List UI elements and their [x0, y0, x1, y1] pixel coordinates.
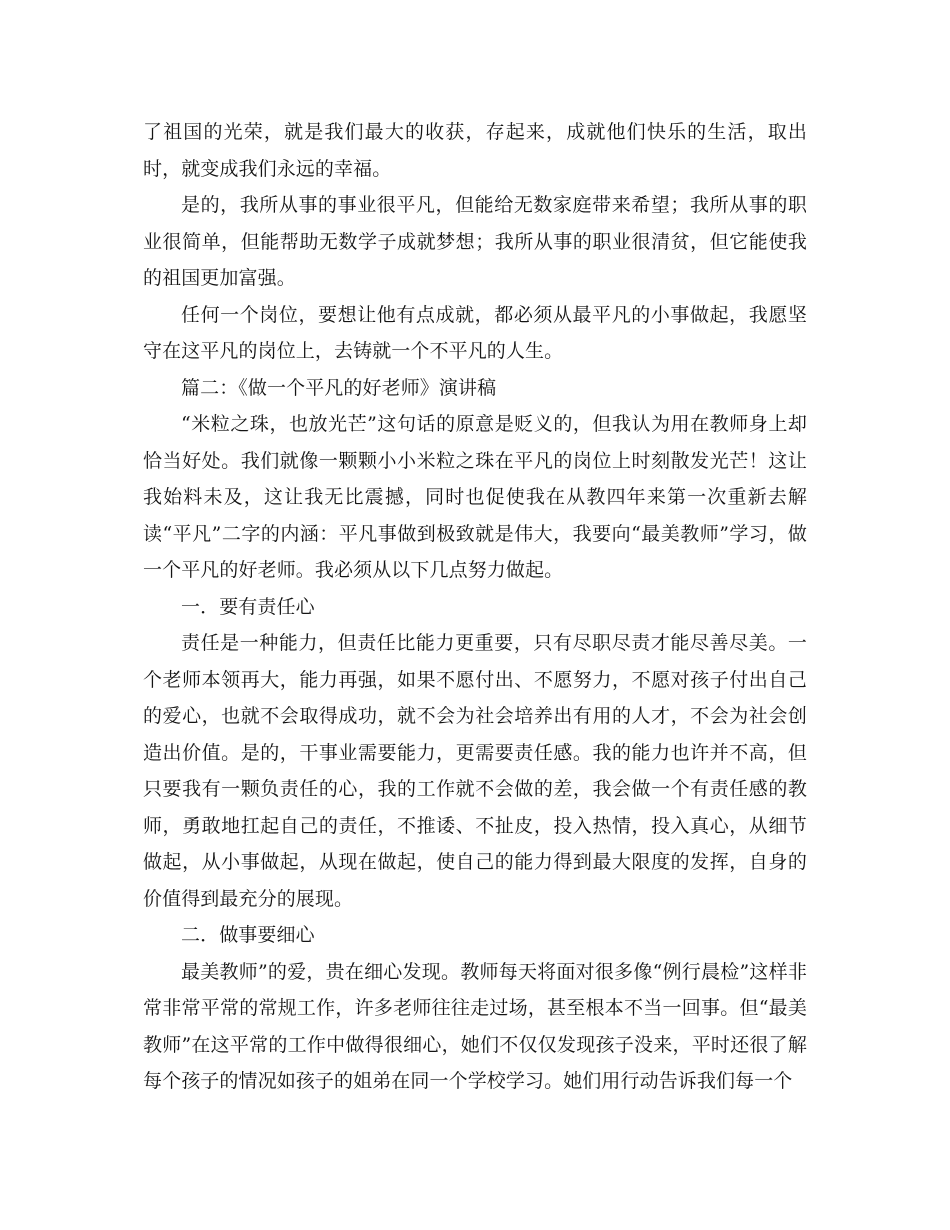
paragraph-career: 是的，我所从事的事业很平凡，但能给无数家庭带来希望；我所从事的职业很简单，但能帮助无数学子成就梦想；我所从事的职业很清贫，但它能使我的祖国更加富强。	[143, 194, 807, 289]
paragraph-carefulness: 最美教师”的爱，贵在细心发现。教师每天将面对很多像“例行晨检”这样非常非常平常的常规工作，许多老师往往走过场，甚至根本不当一回事。但“最美教师”在这平常的工作中做得很细心，她们不仅仅发现孩子没来，平时还很了解每个孩子的情况如孩子的姐弟在同一个学校学习。她们用行动告诉我们每一个	[143, 960, 807, 1092]
heading-responsibility: 一．要有责任心	[181, 595, 315, 618]
paragraph-continuation: 了祖国的光荣，就是我们最大的收获，存起来，成就他们快乐的生活，取出时，就变成我们永远的幸福。	[143, 121, 807, 180]
paragraph-post: 任何一个岗位，要想让他有点成就，都必须从最平凡的小事做起，我愿坚守在这平凡的岗位上，去铸就一个不平凡的人生。	[143, 303, 807, 362]
section-title-part-two: 篇二：《做一个平凡的好老师》演讲稿	[181, 376, 497, 399]
heading-carefulness: 二．做事要细心	[181, 924, 315, 946]
paragraph-responsibility: 责任是一种能力，但责任比能力更重要，只有尽职尽责才能尽善尽美。一个老师本领再大，能力再强，如果不愿付出、不愿努力，不愿对孩子付出自己的爱心，也就不会取得成功，就不会为社会培养出有用的人才，不会为社会创造出价值。是的，干事业需要能力，更需要责任感。我的能力也许并不高，但只要我有一颗负责任的心，我的工作就不会做的差，我会做一个有责任感的教师，勇敢地扛起自己的责任，不推诿、不扯皮，投入热情，投入真心，从细节做起，从小事做起，从现在做起，使自己的能力得到最大限度的发挥，自身的价值得到最充分的展现。	[143, 632, 807, 910]
paragraph-rice-grain: “米粒之珠，也放光芒”这句话的原意是贬义的，但我认为用在教师身上却恰当好处。我们就像一颗颗小小米粒之珠在平凡的岗位上时刻散发光芒！这让我始料未及，这让我无比震撼，同时也促使我在从教四年来第一次重新去解读“平凡”二字的内涵：平凡事做到极致就是伟大，我要向“最美教师”学习，做一个平凡的好老师。我必须从以下几点努力做起。	[143, 413, 807, 581]
document-body	[143, 114, 807, 1100]
